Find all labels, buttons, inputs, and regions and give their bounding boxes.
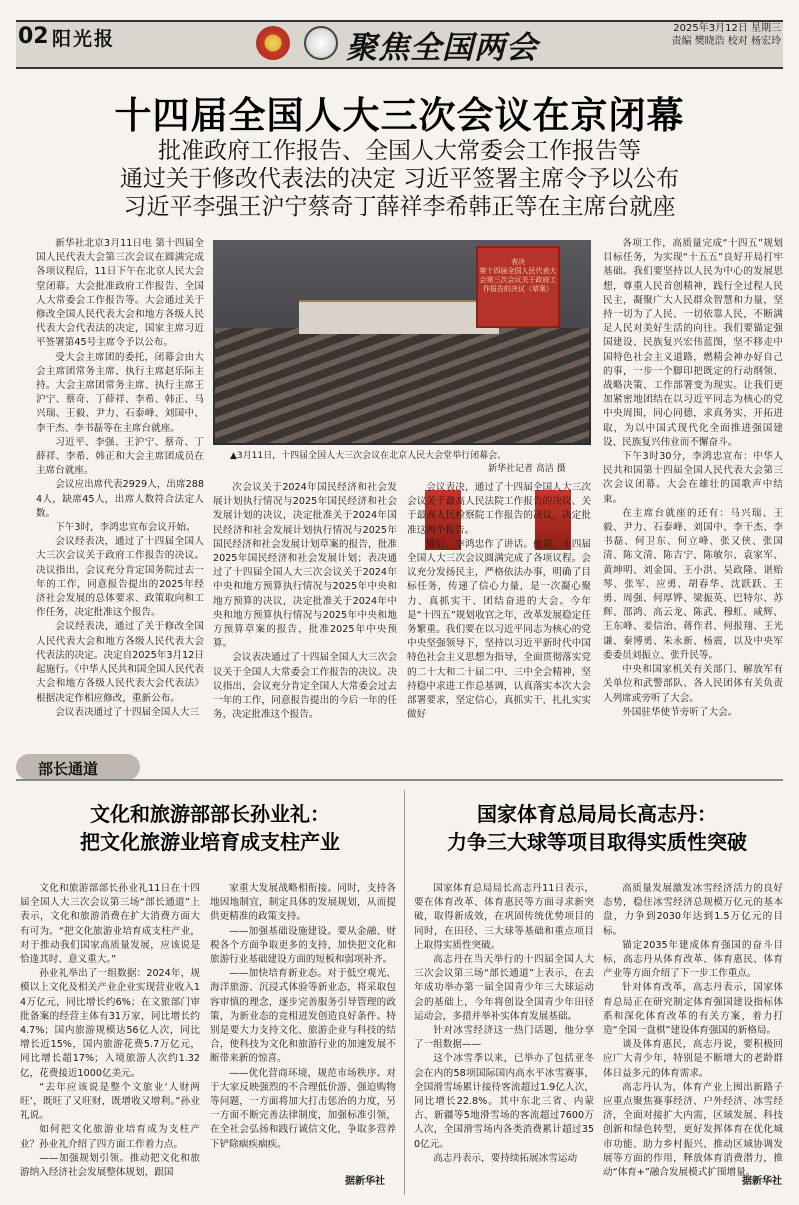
article1-col2 <box>213 481 397 737</box>
issue-date: 2025年3月12日 星期三 <box>673 23 781 34</box>
paragraph: ——加强基础设施建设。要从金融、财税各个方面争取更多的支持，加快把文化和旅游行业基础建设方面的短板和弱项补齐。 <box>210 925 396 966</box>
article3-title-line1: 国家体育总局局长高志丹： <box>477 802 717 826</box>
paragraph: 高质量发展激发冰雪经济活力的良好态势，稳住冰雪经济总规模万亿元的基本盘，力争到2030年达到1.5万亿元的目标。 <box>603 883 783 937</box>
subhead-3: 习近平李强王沪宁蔡奇丁薛祥李希韩正等在主席台就座 <box>123 194 676 220</box>
paragraph: 这个冰雪季以来，已举办了包括亚冬会在内的58项国际国内高水平冰雪赛事，全国滑雪场累计接待客流超过1.9亿人次，同比增长22.8%。其中东北三省、内蒙古、新疆等5地滑雪场的客流超过7600万人次，全国滑雪场内各类消费累计超过350亿元。 <box>414 1053 594 1150</box>
column-divider <box>404 790 405 1195</box>
paragraph: 会议表决，通过了十四届全国人大三次会议关于最高人民法院工作报告的决议、关于最高人民检察院工作报告的决议，决定批准这两个报告。 <box>407 482 591 536</box>
paragraph: ——加强规划引领。推动把文化和旅游纳入经济社会发展整体规划，跟国 <box>20 1152 200 1179</box>
paragraph: 家重大发展战略相衔接。同时，支持各地因地制宜，制定具体的发展规划，从而提供更精准的政策支持。 <box>210 883 396 923</box>
article1-col1 <box>36 237 204 737</box>
paragraph: 会议表决通过了十四届全国人大三次会议关于全国人大常委会工作报告的决议。决议指出，会议充分肯定全国人大常委会过去一年的工作，同意报告提出的今后一年的任务，决定批准这个报告。 <box>213 652 397 721</box>
article2-title-line1: 文化和旅游部部长孙业礼： <box>90 802 330 826</box>
issue-info <box>671 22 781 48</box>
column-title: 聚焦全国两会 <box>346 30 538 66</box>
paragraph: 针对冰雪经济这一热门话题，他分享了一组数据—— <box>414 1025 594 1051</box>
article2-col2 <box>210 882 396 1172</box>
paragraph: 针对体育改革，高志丹表示，国家体育总局正在研究制定体育强国建设指标体系和深化体育改革的有关方案，着力打造“全国一盘棋”建设体育强国的新格局。 <box>603 982 783 1037</box>
photo-caption: ▲3月11日，十四届全国人大三次会议在北京人民大会堂举行闭幕会。 <box>230 451 507 461</box>
paragraph: 下午3时，李鸿忠宣布会议开始。 <box>55 522 196 534</box>
section-rule <box>16 779 783 781</box>
paragraph: 高志丹表示，要持续拓展冰雪运动 <box>433 1152 578 1164</box>
rostrum <box>299 300 499 334</box>
paragraph: 会议应出席代表2929人，出席2884人，缺席45人，出席人数符合法定人数。 <box>36 479 204 519</box>
article3-col1 <box>414 882 594 1192</box>
paragraph: “去年应该说是整个文旅业‘人财两旺’，既旺了又旺财，既增收又增利。”孙业礼说。 <box>20 1081 200 1122</box>
paragraph: 习近平、李强、王沪宁、蔡奇、丁薛祥、李希、韩正和大会主席团成员在主席台就座。 <box>36 436 204 477</box>
paragraph: 孙业礼举出了一组数据：2024年，规模以上文化及相关产业企业实现营业收入14万亿元，同比增长约6%；在文旅部门审批备案的经营主体有31万家，同比增长约4.7%；国内旅游规模达56亿人次，同比增长近15%，国内旅游花费5.7万亿元，同比增长超17%；入境旅游人次约1.32亿，花费接近1000亿美元。 <box>20 968 200 1079</box>
paragraph: 中央和国家机关有关部门、解放军有关单位和武警部队、各人民团体有关负责人列席或旁听了大会。 <box>603 664 783 704</box>
paragraph: 国家体育总局局长高志丹11日表示，要在体育改革、体育惠民等方面寻求新突破，取得新成效，在巩固传统优势项目的同时，在田径、三大球等基础和重点项目上取得实质性突破。 <box>414 883 594 951</box>
paragraph: 谈及体育惠民，高志丹说，要积极回应广大青少年，特别是不断增大的老龄群体日益多元的体育需求。 <box>603 1039 783 1079</box>
main-headline: 十四届全国人大三次会议在京闭幕 <box>114 93 685 137</box>
article3-title-line2: 力争三大球等项目取得实质性突破 <box>447 830 747 854</box>
paragraph: 文化和旅游部部长孙业礼11日在十四届全国人大三次会议第三场“部长通道”上表示，文化和旅游消费在扩大消费方面大有可为。“把文化旅游业培育成支柱产业，对于推动我们国家高质量发展，应该说是恰逢其时、意义重大。” <box>20 883 200 966</box>
article2-title-line2: 把文化旅游业培育成支柱产业 <box>80 830 340 854</box>
editors: 责编 樊晓浩 校对 杨宏玲 <box>671 36 781 47</box>
paragraph: 锚定2035年建成体育强国的奋斗目标，高志丹从体育改革、体育惠民、体育产业等方面介绍了下一步工作重点。 <box>603 939 783 980</box>
paragraph: 在主席台就座的还有：马兴瑞、王毅、尹力、石泰峰、刘国中、李干杰、李书磊、何卫东、何立峰、张又侠、张国清、陈文清、陈吉宁、陈敏尔、袁家军、黄坤明、刘金国、王小洪、吴政隆、谌贻琴、张军、应勇、胡春华、沈跃跃、王勇、周强、何厚铧、梁振英、巴特尔、苏辉、邵鸿、高云龙、陈武、穆虹、咸辉、王东峰、姜信治、蒋作君、何报翔、王光谦、秦博勇、朱永新、杨震，以及中央军委委员刘振立、张升民等。 <box>603 507 783 661</box>
paragraph: 高志丹在当天举行的十四届全国人大三次会议第三场“部长通道”上表示，在去年成功举办第一届全国青少年三大球运动会的基础上，今年将创设全国青少年田径运动会，多措并举补实体育发展基础。 <box>414 954 594 1022</box>
paragraph: ——加快培育新业态。对于低空观光、海洋旅游、沉浸式体验等新业态，将采取包容审慎的理念，逐步完善服务引导管理的政策，为新业态的竞相迸发创造良好条件。特别是要大力支持文化、旅游企业与科技的结合，使科技为文化和旅游行业的加速发展不断带来新的惊喜。 <box>210 968 396 1065</box>
paragraph: 各项工作，高质量完成“十四五”规划目标任务，为实现“十五五”良好开局打牢基础。我们要坚持以人民为中心的发展思想，尊重人民首创精神，践行全过程人民民主，凝聚广大人民群众智慧和力量，坚持一切为了人民、一切依靠人民，不断满足人民对美好生活的向往。我们要锚定强国建设、民族复兴宏伟蓝图，坚不移走中国特色社会主义道路，燃精会神办好自己的事，一步一个脚印把既定的行动纲领、战略决策、工作部署变为现实。让我们更加紧密地团结在以习近平同志为核心的党中央周围，同心同德，求真务实，开拓进取，为以中国式现代化全面推进强国建设、民族复兴伟业而不懈奋斗。 <box>603 238 783 448</box>
paragraph: 如何把文化旅游业培育成为支柱产业？孙业礼介绍了四方面工作着力点。 <box>20 1124 200 1150</box>
paragraph: 次会议关于2024年国民经济和社会发展计划执行情况与2025年国民经济和社会发展计划的决议，决定批准关于2024年国民经济和社会发展计划执行情况与2025年国民经济和社会发展计划草案的报告，批准2025年国民经济和社会发展计划；表决通过了十四届全国人大三次会议关于2024年中央和地方预算执行情况与2025年中央和地方预算的决议，决定批准关于2024年中央和地方预算执行情况与2025年中央和地方预算草案的报告，批准2025年中央预算。 <box>213 482 397 650</box>
photo-credit: 新华社记者 高洁 摄 <box>488 464 566 474</box>
delegate-seating <box>215 328 589 443</box>
page-number: 02 <box>18 24 49 49</box>
article3-col2 <box>603 882 783 1179</box>
paragraph: 会议表决通过了十四届全国人大三 <box>55 706 200 718</box>
paragraph: 外国驻华使节旁听了大会。 <box>622 706 738 718</box>
paragraph: 高志丹认为，体育产业上囤出新路子应重点聚焦赛事经济、户外经济、冰雪经济，全面对接扩大内需，区域发展、科技创新和绿色转型，更好发挥体育在优化城市功能、助力乡村振兴、推动区域协调发展等方面的作用，释放体育消费潜力，推动“体育+”融合发展模式扩围增量。 <box>603 1081 783 1179</box>
paragraph: 下午3时30分，李鸿忠宣布：中华人民共和国第十四届全国人民代表大会第三次会议闭幕。大会在雄壮的国歌声中结束。 <box>603 451 783 505</box>
voting-screen <box>476 246 560 328</box>
section-label: 部长通道 <box>38 760 99 778</box>
article2-source: 据新华社 <box>345 1176 385 1187</box>
article3-source: 据新华社 <box>742 1176 782 1187</box>
paragraph: 会议经表决，通过了十四届全国人大三次会议关于政府工作报告的决议。决议指出，会议充分肯定国务院过去一年的工作，同意报告提出的2025年经济社会发展的总体要求、政策取向和工作任务，决定批准这个报告。 <box>36 536 204 619</box>
article2-col1 <box>20 882 200 1192</box>
national-emblem-icon <box>256 26 290 60</box>
subhead-2: 通过关于修改代表法的决定 习近平签署主席令予以公布 <box>119 166 680 192</box>
article3-title <box>408 800 786 856</box>
paragraph: ——优化营商环境，规范市场秩序。对于大家反映强烈的不合理低价游、强迫购物等问题，一方面将加大打击惩治的力度，另一方面不断完善法律制度，加强标准引领，在全社会弘扬和践行诚信文化，争取多营养下铲除痼疾痼疾。 <box>210 1067 396 1150</box>
paper-name: 阳光报 <box>52 28 116 50</box>
paragraph: 新华社北京3月11日电 第十四届全国人民代表大会第三次会议在圆满完成各项议程后，11日下午在北京人民大会堂闭幕。大会批准政府工作报告、全国人大常委会工作报告等。大会通过关于修改全国人民代表大会和地方各级人民代表大会代表法的决定，国家主席习近平签署第45号主席令予以公布。 <box>36 238 204 349</box>
paragraph: 会议经表决，通过了关于修改全国人民代表大会和地方各级人民代表大会代表法的决定。决定自2025年3月12日起施行。《中华人民共和国全国人民代表大会和地方各级人民代表大会代表法》根据决定作相应修改，重新公布。 <box>36 621 204 704</box>
article2-title <box>20 800 400 856</box>
article1-col4 <box>603 237 783 737</box>
article1-col3 <box>407 481 591 737</box>
subhead-1: 批准政府工作报告、全国人大常委会工作报告等 <box>158 138 641 164</box>
paragraph: 受大会主席团的委托，闭幕会由大会主席团常务主席、执行主席赵乐际主持。大会主席团常务主席、执行主席王沪宁、蔡奇、丁薛祥、李希、韩正、马兴瑞、王毅、尹力、石泰峰、刘国中、李干杰、李书磊等在主席台就座。 <box>36 351 204 434</box>
screen-text: 表决 第十四届全国人民代表大会第三次会议关于政府工作报告的决议（草案） <box>479 258 557 293</box>
cppcc-emblem-icon <box>304 26 338 60</box>
paragraph: 随后，李鸿忠作了讲话。他说，十四届全国人大三次会议圆满完成了各项议程。会议充分发扬民主，严格依法办事，明确了目标任务，传递了信心力量，是一次凝心聚力、真抓实干、团结奋进的大会。今年是“十四五”规划收官之年，改革发展稳定任务繁重。我们要在以习近平同志为核心的党中央坚强领导下，坚持以习近平新时代中国特色社会主义思想为指导，全面贯彻落实党的二十大和二十届二中、三中全会精神，坚持稳中求进工作总基调，认真落实本次大会部署要求，坚定信心，真抓实干，扎扎实实做好 <box>407 538 591 721</box>
